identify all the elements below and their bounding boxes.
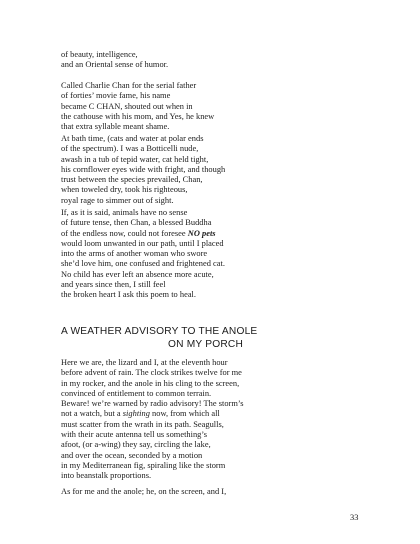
stanza	[61, 487, 381, 497]
italic-text: sighting	[122, 409, 150, 419]
poem-line: the cathouse with his mom, and Yes, he knew	[61, 111, 215, 121]
poem-title-line: ON MY PORCH	[168, 338, 244, 350]
poem-title	[61, 326, 361, 351]
poem-line	[61, 229, 381, 239]
poem-line: and over the ocean, seconded by a motion	[61, 450, 203, 460]
poem-line: afoot, (or a-wing) they say, circling the lake,	[61, 440, 211, 450]
poem-line	[61, 409, 381, 419]
page-number: 33	[350, 513, 359, 522]
poem-line: the broken heart I ask this poem to heal.	[61, 290, 197, 300]
poem-line: and an Oriental sense of humor.	[61, 60, 169, 70]
stanza	[61, 81, 381, 132]
poem-line: If, as it is said, animals have no sense	[61, 208, 188, 217]
poem-line: convinced of entitlement to common terrain.	[61, 388, 212, 398]
poem-line: when toweled dry, took his righteous,	[61, 185, 188, 195]
poem-line: Called Charlie Chan for the serial father	[61, 81, 197, 90]
poem-line: At bath time, (cats and water at polar ends	[61, 134, 204, 143]
poem-line: awash in a tub of tepid water, cat held tight,	[61, 154, 209, 164]
poem-line: she’d love him, one confused and frightened cat.	[61, 259, 225, 269]
poem-line: of future tense, then Chan, a blessed Buddha	[61, 218, 212, 228]
poem-line: into beanstalk proportions.	[61, 471, 152, 481]
poem-line: Beware! we’re warned by radio advisory! The storm’s	[61, 399, 244, 409]
poem-line: became C CHAN, shouted out when in	[61, 101, 193, 111]
poem-line: royal rage to simmer out of sight.	[61, 195, 174, 205]
poem-line: As for me and the anole; he, on the screen, and I,	[61, 487, 227, 496]
stanza	[61, 358, 381, 482]
poem-line: that extra syllable meant shame.	[61, 122, 170, 132]
poem-line-text: now, from which all	[149, 409, 220, 419]
poem-line-text: not a watch, but a	[61, 409, 123, 419]
poem-line: in my Mediterranean fig, spiraling like the storm	[61, 460, 226, 470]
poem-line: into the arms of another woman who swore	[61, 249, 208, 259]
poem-line: with their acute antenna tell us something’s	[61, 430, 208, 440]
poem-line: No child has ever left an absence more acute,	[61, 269, 214, 279]
emphasis-text: NO pets	[187, 228, 216, 238]
poem-line: his cornflower eyes wide with fright, and though	[61, 164, 226, 174]
poem-line: trust between the species prevailed, Chan,	[61, 175, 203, 185]
stanza	[61, 134, 381, 206]
poem-line-text: of the endless now, could not foresee	[61, 228, 186, 238]
poem-line: and years since then, I still feel	[61, 280, 166, 290]
poem-line: before advent of rain. The clock strikes twelve for me	[61, 368, 242, 378]
poem-line: of forties’ movie fame, his name	[61, 91, 171, 101]
poem-line: would loom unwanted in our path, until I placed	[61, 238, 224, 248]
poem-line: of beauty, intelligence,	[61, 50, 138, 59]
poem-title-line: A WEATHER ADVISORY TO THE ANOLE	[61, 326, 258, 337]
poem-line: of the spectrum). I was a Botticelli nude,	[61, 144, 199, 154]
poem-line: in my rocker, and the anole in his cling to the screen,	[61, 378, 240, 388]
poem-line: must scatter from the wrath in its path. Seagulls,	[61, 419, 224, 429]
stanza	[61, 208, 381, 301]
poem-line: Here we are, the lizard and I, at the eleventh hour	[61, 358, 228, 367]
stanza	[61, 50, 381, 71]
